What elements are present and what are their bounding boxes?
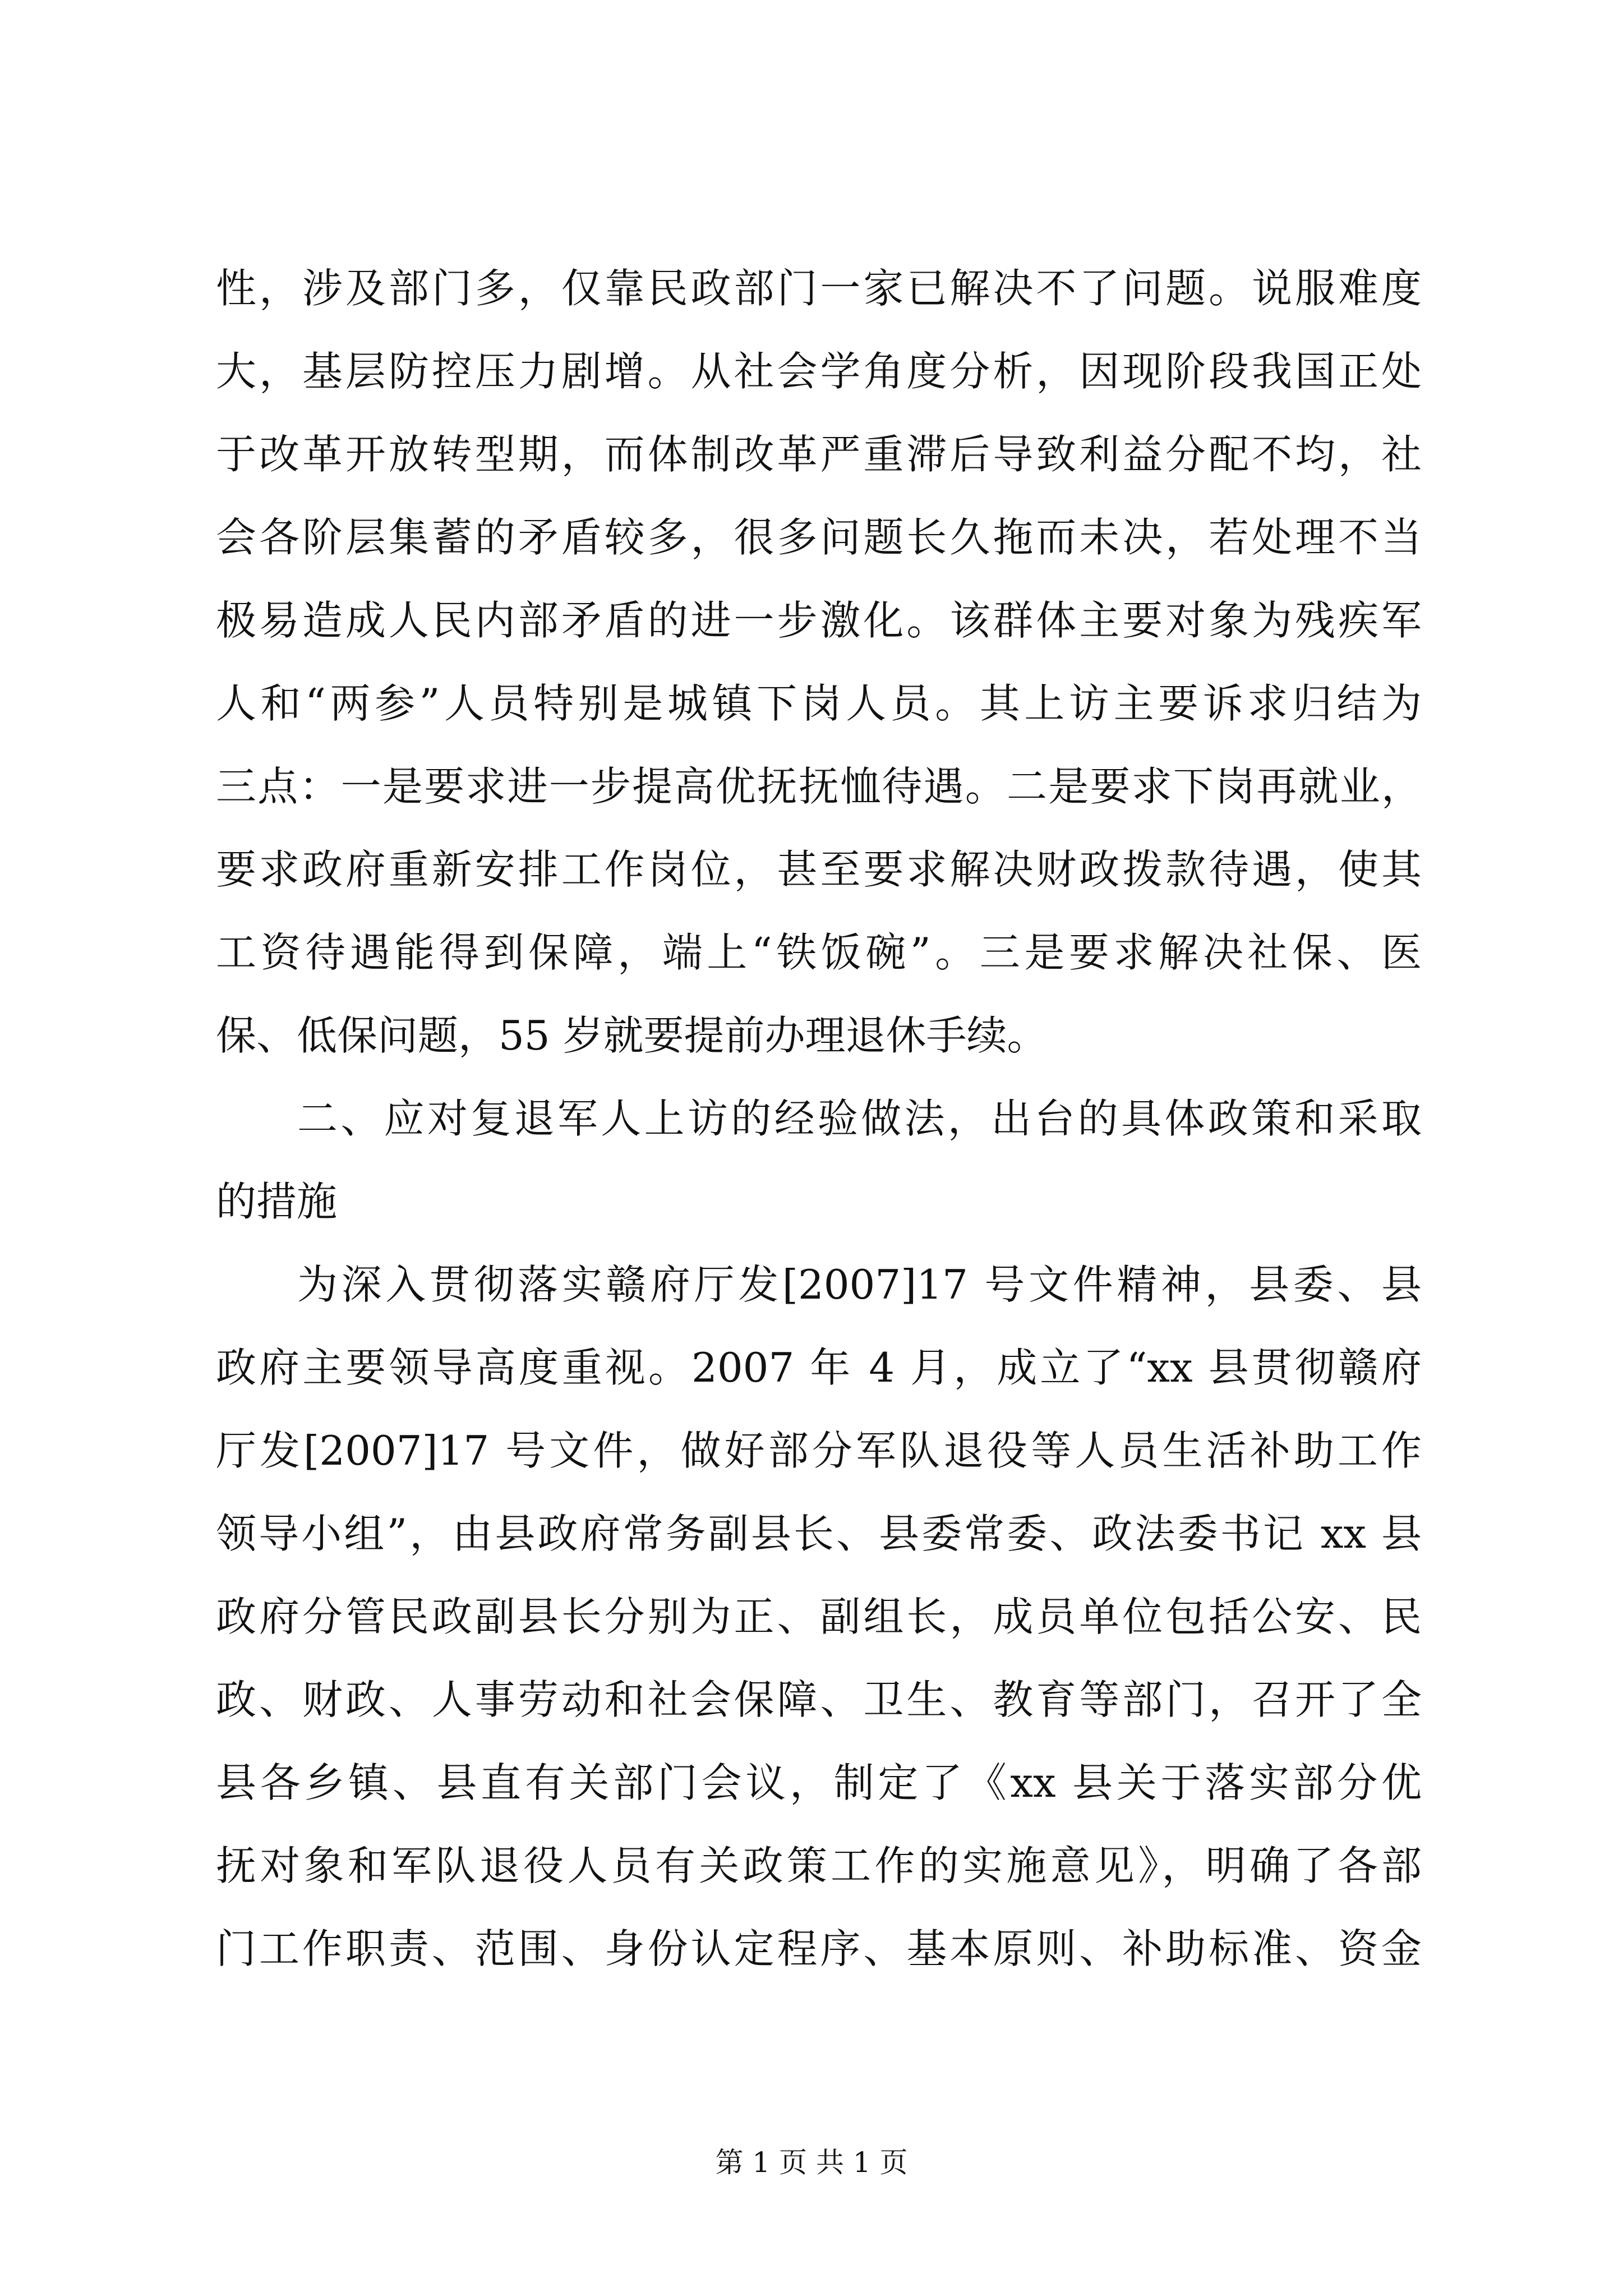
text-line: 厅发[2007]17 号文件，做好部分军队退役等人员生活补助工作: [216, 1427, 1422, 1474]
text-line: 保、低保问题，55 岁就要提前办理退休手续。: [216, 1012, 1048, 1059]
text-line: 于改革开放转型期，而体制改革严重滞后导致利益分配不均，社: [216, 431, 1422, 478]
text-line: 会各阶层集蓄的矛盾较多，很多问题长久拖而未决，若处理不当: [216, 514, 1422, 561]
text-line: 极易造成人民内部矛盾的进一步激化。该群体主要对象为残疾军: [216, 597, 1422, 644]
text-line: 县各乡镇、县直有关部门会议，制定了《xx 县关于落实部分优: [216, 1759, 1422, 1806]
text-line: 性，涉及部门多，仅靠民政部门一家已解决不了问题。说服难度: [216, 265, 1422, 312]
text-line: 门工作职责、范围、身份认定程序、基本原则、补助标准、资金: [216, 1925, 1422, 1972]
text-line: 大，基层防控压力剧增。从社会学角度分析，因现阶段我国正处: [216, 348, 1422, 395]
text-line: 政府主要领导高度重视。2007 年 4 月，成立了“xx 县贯彻赣府: [216, 1344, 1422, 1391]
text-line: 为深入贯彻落实赣府厅发[2007]17 号文件精神，县委、县: [297, 1261, 1422, 1308]
section-heading-line: 二、应对复退军人上访的经验做法，出台的具体政策和采取: [297, 1095, 1422, 1142]
document-body: [216, 247, 1422, 1990]
section-heading-line: 的措施: [216, 1178, 338, 1225]
text-line: 要求政府重新安排工作岗位，甚至要求解决财政拨款待遇，使其: [216, 846, 1422, 893]
text-line: 人和“两参”人员特别是城镇下岗人员。其上访主要诉求归结为: [216, 680, 1422, 727]
page-footer: 第 1 页 共 1 页: [715, 2146, 908, 2179]
text-line: 领导小组”，由县政府常务副县长、县委常委、政法委书记 xx 县: [216, 1510, 1422, 1557]
text-line: 三点：一是要求进一步提高优抚抚恤待遇。二是要求下岗再就业，: [216, 763, 1422, 810]
text-line: 政、财政、人事劳动和社会保障、卫生、教育等部门，召开了全: [216, 1676, 1422, 1723]
text-line: 政府分管民政副县长分别为正、副组长，成员单位包括公安、民: [216, 1593, 1422, 1640]
text-line: 工资待遇能得到保障，端上“铁饭碗”。三是要求解决社保、医: [216, 929, 1422, 976]
text-line: 抚对象和军队退役人员有关政策工作的实施意见》，明确了各部: [216, 1842, 1422, 1889]
